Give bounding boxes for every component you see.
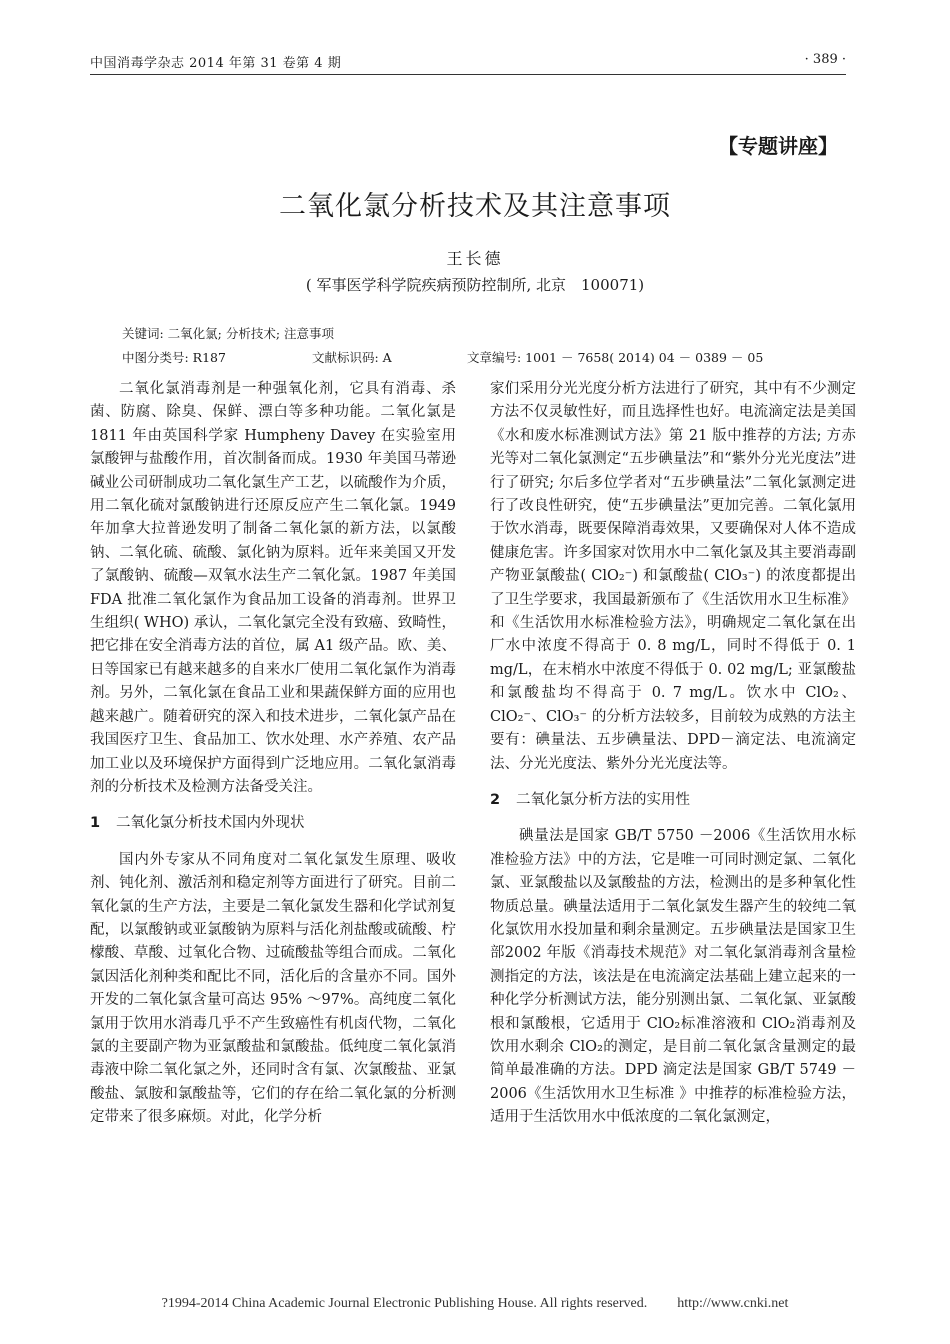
right-column [490,378,856,1130]
copyright-footer [0,1296,950,1312]
section-number: 1 [90,815,101,832]
paragraph-status: 国内外专家从不同角度对二氧化氯发生原理、吸收剂、钝化剂、激活剂和稳定剂等方面进行了研究。目前二氧化氯的生产方法，主要是二氧化氯发生器和化学试剂复配，以氯酸钠或亚氯酸钠为原料与活化剂盐酸或硫酸、柠檬酸、草酸、过氧化合物、过硫酸盐等组合而成。二氧化氯因活化剂种类和配比不同，活化后的含量亦不同。国外开发的二氧化氯含量可高达 95% ～97%。高纯度二氧化氯用于饮用水消毒几乎不产生致癌性有机卤代物，二氧化氯的主要副产物为亚氯酸盐和氯酸盐。低纯度二氧化氯消毒液中除二氧化氯之外，还同时含有氯、次氯酸盐、亚氯酸盐、氯胺和氯酸盐等，它们的存在给二氧化氯的分析测定带来了很多麻烦。对此，化学分析 [90,851,456,1126]
paragraph-methods: 碘量法是国家 GB/T 5750 －2006《生活饮用水标准检验方法》中的方法，它是唯一可同时测定氯、二氧化氯、亚氯酸盐以及氯酸盐的方法，检测出的是多种氧化性物质总量。碘量法适用于二氧化氯发生器产生的较纯二氧化氯饮用水投加量和剩余量测定。五步碘量法是国家卫生部2002 年版《消毒技术规范》对二氧化氯消毒剂含量检测指定的方法，该法是在电流滴定法基础上建立起来的一种化学分析测试方法，能分别测出氯、二氧化氯、亚氯酸根和氯酸根，它适用于 ClO₂标准溶液和 ClO₂消毒剂及饮用水剩余 ClO₂的测定，是目前二氧化氯含量测定的最简单最准确的方法。DPD 滴定法是国家 GB/T 5749 －2006《生活饮用水卫生标准 》中推荐的标准检验方法，适用于生活饮用水中低浓度的二氧化氯测定， [490,828,856,1126]
classification-row [122,348,762,366]
paragraph-continued: 家们采用分光光度分析方法进行了研究，其中有不少测定方法不仅灵敏性好，而且选择性也好。电流滴定法是美国《水和废水标准测试方法》第 21 版中推荐的方法; 方赤光等对二氧化氯测定“五步碘量法”和“紫外分光光度法”进行了研究; 尔后多位学者对“五步碘量法”二氧化氯测定进行了改良性研究，使“五步碘量法”更加完善。二氧化氯用于饮水消毒，既要保障消毒效果，又要确保对人体不造成健康危害。许多国家对饮用水中二氧化氯及其主要消毒副产物亚氯酸盐( ClO₂⁻) 和氯酸盐( ClO₃⁻) 的浓度都提出了卫生学要求，我国最新颁布了《生活饮用水卫生标准》和《生活饮用水标准检验方法》，明确规定二氧化氯在出厂水中浓度不得高于 0. 8 mg/L，同时不得低于 0. 1 mg/L，在末梢水中浓度不得低于 0. 02 mg/L; 亚氯酸盐和氯酸盐均不得高于 0. 7 mg/L。饮水中 ClO₂、ClO₂⁻、ClO₃⁻ 的分析方法较多，目前较为成熟的方法主要有：碘量法、五步碘量法、DPD－滴定法、电流滴定法、分光光度法、紫外分光光度法等。 [490,381,856,772]
cnki-link[interactable]: http://www.cnki.net [677,1296,789,1311]
paragraph-intro: 二氧化氯消毒剂是一种强氧化剂，它具有消毒、杀菌、防腐、除臭、保鲜、漂白等多种功能。二氧化氯是1811 年由英国科学家 Humpheny Davey 在实验室用氯酸钾与盐酸作用，首次制备而成。1930 年美国马蒂逊碱业公司研制成功二氧化氯生产工艺，以硫酸作为介质，用二氧化硫对氯酸钠进行还原反应产生二氧化氯。1949 年加拿大拉普逊发明了制备二氧化氯的新方法，以氯酸钠、二氧化硫、硫酸、氯化钠为原料。近年来美国又开发了氯酸钠、硫酸—双氧水法生产二氧化氯。1987 年美国 FDA 批准二氧化氯作为食品加工设备的消毒剂。世界卫生组织( WHO) 承认，二氧化氯完全没有致癌、致畸性，把它排在安全消毒方法的首位，属 A1 级产品。欧、美、日等国家已有越来越多的自来水厂使用二氧化氯作为消毒剂。另外，二氧化氯在食品工业和果蔬保鲜方面的应用也越来越广。随着研究的深入和技术进步，二氧化氯产品在我国医疗卫生、食品加工、饮水处理、水产养殖、农产品加工业以及环境保护方面得到广泛地应用。二氧化氯消毒剂的分析技术及检测方法备受关注。 [90,381,456,795]
article-title: 二氧化氯分析技术及其注意事项 [279,191,671,222]
section-heading-1 [90,812,456,835]
author-affiliation: ( 军事医学科学院疾病预防控制所, 北京 100071) [305,276,645,294]
left-column [90,378,456,1130]
section-heading-2 [490,789,856,812]
running-header [90,52,846,75]
section-title: 二氧化氯分析技术国内外现状 [116,815,305,832]
keywords: 关键词: 二氧化氯; 分析技术; 注意事项 [122,326,335,341]
section-title: 二氧化氯分析方法的实用性 [516,791,690,808]
section-number: 2 [490,791,501,808]
document-code: 文献标识码: A [312,350,392,365]
clc-number: 中图分类号: R187 [122,350,226,365]
author-name: 王长德 [446,249,504,268]
copyright-text: ?1994-2014 China Academic Journal Electronic Publishing House. All rights reserved. [161,1296,648,1311]
page-number: · 389 · [804,52,846,67]
article-number: 文章编号: 1001 － 7658( 2014) 04 － 0389 － 05 [467,350,764,365]
column-tag: 【专题讲座】 [718,134,838,158]
journal-info: 中国消毒学杂志 2014 年第 31 卷第 4 期 [90,56,342,71]
